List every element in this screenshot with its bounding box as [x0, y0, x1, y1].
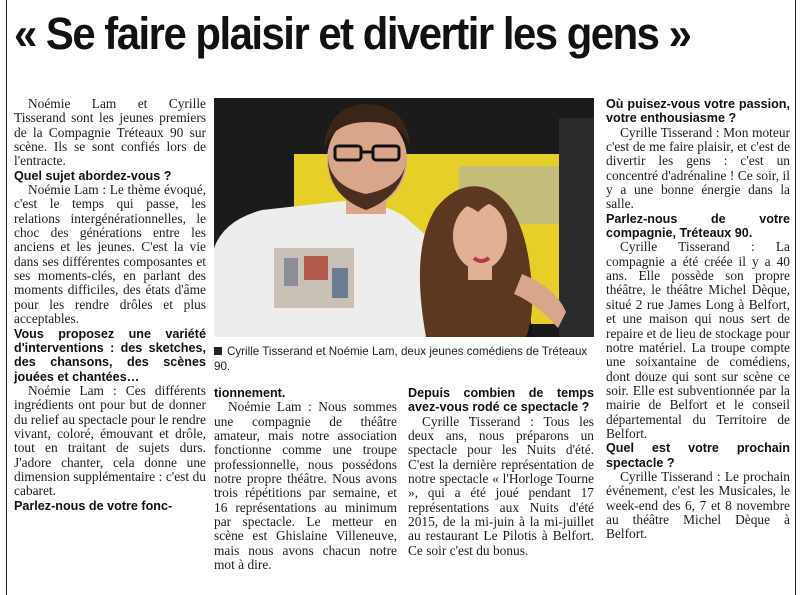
photo-caption	[214, 344, 594, 374]
interview-question: Depuis combien de temps avez-vous rodé ce spectacle ?	[408, 386, 594, 415]
article-intro: Noémie Lam et Cyrille Tisserand sont les jeunes premiers de la Compagnie Tréteaux 90 sur scène. Ils se sont confiés lors de l'entracte.	[14, 96, 206, 169]
caption-bullet-icon	[214, 347, 222, 355]
photo-caption-text: Cyrille Tisserand et Noémie Lam, deux jeunes comédiens de Tréteaux 90.	[214, 345, 588, 373]
article-column-3	[408, 386, 594, 558]
interview-answer: Cyrille Tisserand : Le prochain événement, c'est les Musicales, le week-end des 6, 7 et 8 novembre au théâtre Michel Dèque à Belfort.	[606, 468, 790, 542]
page-border-right	[795, 0, 796, 595]
interview-question: Parlez-nous de votre compagnie, Tréteaux 90.	[606, 211, 790, 241]
interview-answer: Cyrille Tisserand : Mon moteur c'est de me faire plaisir, et c'est de divertir les gens : c'est un concentré d'adrénaline ! Ce soir, il y a une bonne énergie dans la salle.	[606, 124, 790, 212]
interview-question: Quel sujet abordez-vous ?	[14, 168, 172, 183]
article-column-4	[606, 97, 790, 542]
interview-question: Vous proposez une variété d'interventions : des sketches, des chansons, des scènes jouées et chantées…	[14, 326, 206, 384]
article-photo	[214, 98, 594, 337]
article-headline: « Se faire plaisir et divertir les gens »	[14, 8, 691, 59]
interview-question: tionnement.	[214, 386, 286, 400]
article-column-2	[214, 386, 397, 572]
interview-answer: Cyrille Tisserand : La compagnie a été créée il y a 40 ans. Elle possède son propre théâtre, le théâtre Michel Dèque, situé 2 rue James Long à Belfort, et une maison qui nous sert de repaire et de lieu de stockage pour notre matériel. La troupe compte une soixantaine de comédiens, dont douze qui sont sur scène ce soir. Elle est subventionnée par la mairie de Belfort et le conseil départemental du Territoire de Belfort.	[606, 239, 790, 441]
interview-question: Où puisez-vous votre passion, votre enthousiasme ?	[606, 97, 790, 126]
interview-answer: Cyrille Tisserand : Tous les deux ans, nous préparons un spectacle pour les Nuits d'été. C'est la dernière représentation de notre spectacle « l'Horloge Tourne », qui a été joué pendant 17 représentations aux Nuits d'été 2015, de la mi-juin à la mi-juillet au restaurant Le Pilotis à Belfort. Ce soir c'est du bonus.	[408, 413, 594, 558]
interview-answer: Noémie Lam : Ces différents ingrédients ont pour but de donner du relief au spectacle pour le rendre vivant, coloré, émouvant et drôle, tout en traitant de sujets durs. J'adore chanter, cela donne une dimension supplémentaire : c'est du cabaret.	[14, 382, 206, 499]
interview-question: Parlez-nous de votre fonc-	[14, 498, 173, 513]
interview-answer: Noémie Lam : Nous sommes une compagnie de théâtre amateur, mais notre association fonctionne comme une troupe professionnelle, nous possédons notre propre théâtre. Nous avons trois répétitions par semaine, et 16 représentations au minimum par spectacle. Le metteur en scène est Ghislaine Villeneuve, mais nous avons chacun notre mot à dire.	[214, 399, 397, 573]
comedians-photo	[214, 98, 594, 337]
interview-question: Quel est votre prochain spectacle ?	[606, 441, 790, 470]
article-column-1	[14, 97, 206, 513]
page-border-left	[6, 0, 7, 595]
interview-answer: Noémie Lam : Le thème évoqué, c'est le temps qui passe, les relations intergénérationnelles, le choc des générations entre les anciens et les jeunes. C'est la vie dans ses différentes composantes et ses moments-clés, en parlant des moments difficiles, des états d'âme pour les rendre drôles et plus acceptables.	[14, 182, 206, 327]
